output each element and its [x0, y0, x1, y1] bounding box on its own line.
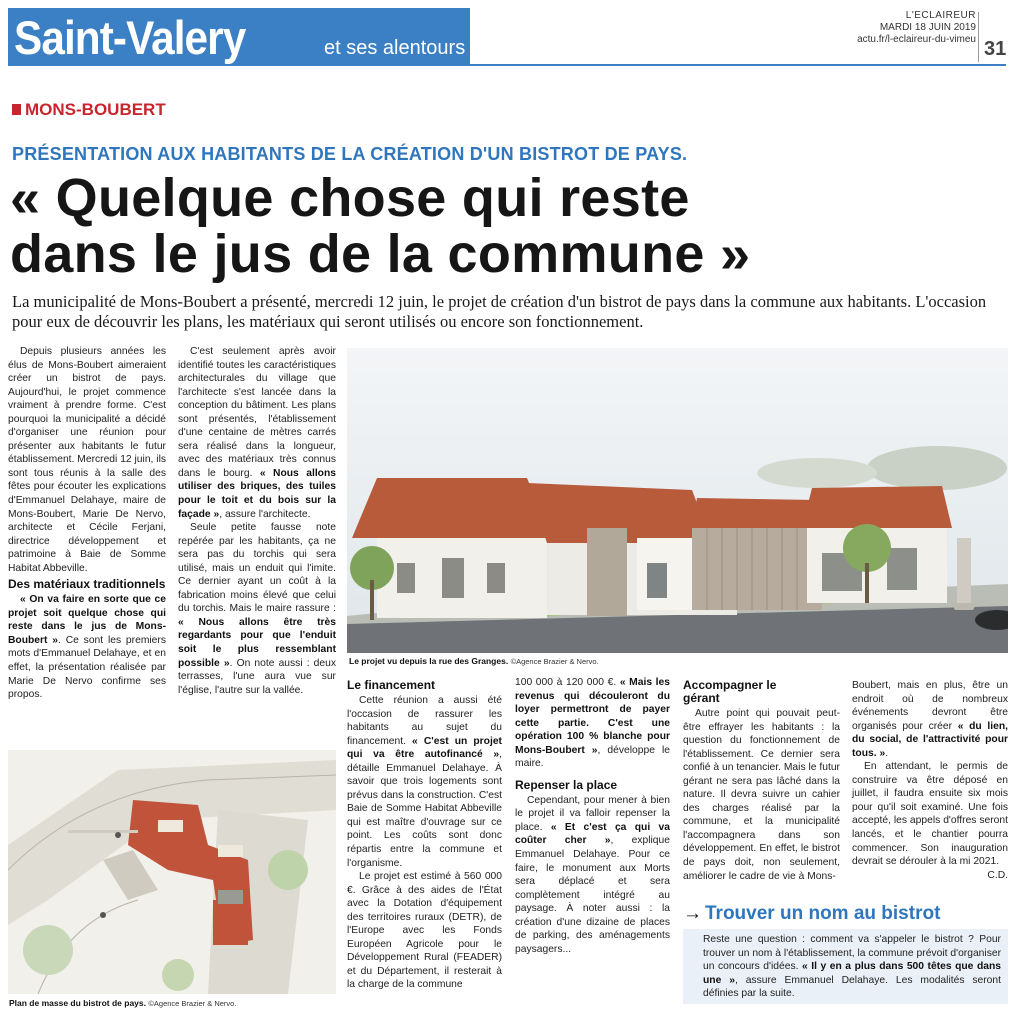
- photo-caption: [349, 656, 599, 666]
- plan-caption: [9, 998, 236, 1008]
- box-text: [703, 933, 1001, 1001]
- square-bullet-icon: [12, 104, 21, 115]
- paragraph-text: .: [885, 747, 889, 759]
- paragraph-text: . On note aussi : deux terrasses, l'une aura vue sur l'église, l'autre sur la vallée.: [178, 657, 337, 696]
- paragraph: [515, 794, 670, 957]
- paragraph: [178, 345, 336, 521]
- paragraph-text: , assure Emmanuel Delahaye. Les modalités seront définies par la suite.: [703, 974, 1001, 1000]
- locality-tag: [12, 100, 166, 120]
- sidebar-box: [683, 929, 1008, 1004]
- header-rule: [470, 64, 1006, 66]
- paragraph-text: Boubert, mais en plus, être un endroit où de nombreux événements devront être organisés pour créer: [852, 680, 1008, 732]
- paper-name: L'ECLAIREUR: [905, 10, 976, 21]
- paragraph-text: , développe le maire.: [515, 744, 670, 770]
- paragraph: [703, 933, 1001, 1001]
- quote: « Nous allons être très regardants pour que l'enduit soit le plus ressemblant possible »: [178, 616, 336, 669]
- section-banner: [8, 8, 470, 66]
- quote: « On va faire en sorte que ce projet soit quelque chose qui reste dans le jus de Mons-Boubert »: [8, 594, 166, 646]
- site-plan-image: [8, 750, 336, 994]
- building-illustration: [347, 348, 1008, 653]
- subheading: Des matériaux traditionnels: [8, 577, 166, 592]
- paragraph: Le projet est estimé à 560 000 €. Grâce à des aides de l'État avec la Dotation d'équipement des territoires ruraux (DETR), de l'Europe avec les Fonds Européen Agricole pour le Développement Rural (FEADER) et du Département, il resterait à la charge de la commune: [347, 871, 502, 991]
- site-plan-illustration: [8, 750, 336, 994]
- section-title: Saint-Valery: [14, 11, 246, 64]
- paragraph: Autre point qui pouvait peut-être effrayer les habitants : la question du fonctionnement de l'établissement. Ce dernier sera confié à un tenancier. Mais le futur gérant ne sera pas lâché dans la nature. Il devra suivre un cahier des charges réalisé par la commune, et la municipalité l'accompagnera dans son développement. En effet, le bistrot de pays doit, non seulement, améliorer le cadre de vie à Mons-: [683, 708, 840, 882]
- paper-url: actu.fr/l-eclaireur-du-vimeu: [857, 34, 976, 45]
- paragraph-text: , explique Emmanuel Delahaye. Pour ce faire, le monument aux Morts sera déplacé et sera complètement intégré au paysage. À noter aussi : la création d'une dizaine de places de parking, des aménagements paysagers...: [515, 835, 670, 955]
- plan-credit: ©Agence Brazier & Nervo.: [148, 999, 237, 1008]
- paragraph-text: , assure l'architecte.: [219, 508, 311, 520]
- paragraph-text: , détaille Emmanuel Delahaye. À savoir que trois logements sont prévus dans la construction. C'est Baie de Somme Habitat Abbeville qui est maître d'ouvrage sur ce point. Les coûts sont donc répartis entre la commune et l'organisme.: [347, 749, 502, 869]
- quote: « du lien, du social, de l'attractivité pour tous. »: [852, 720, 1008, 759]
- paragraph-text: . Ce sont les premiers mots d'Emmanuel Delahaye, et en effet, la présentation réalisée par Marie De Nervo confirme ses propos.: [8, 634, 166, 701]
- paragraph-text: Reste une question : comment va s'appeler le bistrot ? Pour trouver un nom à l'établissement, la commune prévoit d'organiser un concours d'idées.: [703, 934, 1001, 973]
- paragraph-text: Cependant, pour mener à bien le projet il va falloir repenser la place.: [515, 794, 670, 833]
- column-5: [683, 676, 840, 883]
- arrow-right-icon: →: [683, 903, 702, 924]
- author-signature: C.D.: [987, 869, 1008, 881]
- quote: « C'est un projet qui va être autofinancé »: [347, 735, 502, 761]
- column-2: [178, 345, 336, 697]
- section-subtitle: et ses alentours: [324, 37, 466, 59]
- paragraph: [8, 593, 166, 701]
- paragraph-text: Cette réunion a aussi été l'occasion de rassurer les habitants au sujet du financement.: [347, 695, 502, 747]
- quote: « Nous allons utiliser des briques, des tuiles pour le toit et du bois sur la façade »: [178, 467, 336, 520]
- caption-text: Plan de masse du bistrot de pays.: [9, 998, 146, 1008]
- quote: « Mais les revenus qui découleront du loyer permettront de payer cette partie. C'est une opération 100 % blanche pour Mons-Boubert »: [515, 677, 671, 756]
- project-rendering-photo: [347, 348, 1008, 653]
- column-4: [515, 676, 670, 956]
- article-kicker: PRÉSENTATION AUX HABITANTS DE LA CRÉATION D'UN BISTROT DE PAYS.: [12, 144, 688, 164]
- paragraph-text: Seule petite fausse note repérée par les habitants, ça ne sera pas du torchis qui sera utilisé, mais un enduit qui l'imite. Ce dernier ayant un coût à la fabrication moins élevé que celui du torchis. Mais le maire rassure :: [178, 522, 336, 615]
- subheading: Accompagner le gérant: [683, 678, 777, 705]
- article-headline: « Quelque chose qui reste dans le jus de la commune »: [10, 168, 751, 284]
- subheading: Repenser la place: [515, 777, 618, 792]
- column-6: [852, 679, 1008, 882]
- page-number: 31: [978, 12, 1006, 62]
- paragraph: En attendant, le permis de construire va être déposé en juillet, il faudra ensuite six mois pour qu'il soit examiné. Une fois accepté, les appels d'offres seront lancés, et le chantier pourra commencer. Son inauguration devrait se dérouler à la mi 2021.: [852, 761, 1008, 868]
- masthead: [857, 10, 976, 46]
- caption-text: Le projet vu depuis la rue des Granges.: [349, 656, 509, 666]
- column-1: [8, 345, 166, 702]
- box-title-text: Trouver un nom au bistrot: [705, 903, 941, 924]
- quote: « Il y en a plus dans 500 têtes que dans une »: [703, 961, 1001, 986]
- issue-date: MARDI 18 JUIN 2019: [879, 22, 976, 33]
- paragraph: Depuis plusieurs années les élus de Mons-Boubert aimeraient créer un bistrot de pays. Aujourd'hui, le projet commence vraiment à prendre forme. C'est pourquoi la municipalité a décidé d'organiser une réunion pour présenter aux habitants le futur établissement. Mercredi 12 juin, ils sont tous réunis à la salle des fêtes pour écouter les explications d'Emmanuel Delahaye, maire de Mons-Boubert, Marie De Nervo, architecte et Cécile Ferjani, directrice développement et patrimoine à Baie de Somme Habitat Abbeville.: [8, 346, 166, 574]
- paragraph-text: 100 000 à 120 000 €.: [515, 677, 620, 688]
- column-3: [347, 676, 502, 992]
- quote: « Et c'est ça qui va coûter cher »: [515, 821, 670, 847]
- locality-name: MONS-BOUBERT: [25, 100, 166, 119]
- sidebar-box-title: [683, 903, 940, 925]
- paragraph: [852, 679, 1008, 760]
- photo-credit: ©Agence Brazier & Nervo.: [510, 657, 599, 666]
- subheading: Le financement: [347, 678, 436, 692]
- paragraph: [515, 676, 670, 771]
- article-lead: La municipalité de Mons-Boubert a présenté, mercredi 12 juin, le projet de création d'un bistrot de pays dans la commune aux habitants. L'occasion pour eux de découvrir les plans, les matériaux qui seront utilisés ou encore son fonctionnement.: [12, 292, 987, 331]
- paragraph: [347, 694, 502, 870]
- paragraph-text: C'est seulement après avoir identifié toutes les caractéristiques architecturales du village que l'architecte s'est lancée dans la conception du bâtiment. Les plans sont présentés, l'établissement d'une centaine de mètres carrés sera réalisé dans la longueur, avec des matériaux très connus dans le bourg.: [178, 346, 336, 479]
- paragraph: [178, 521, 336, 697]
